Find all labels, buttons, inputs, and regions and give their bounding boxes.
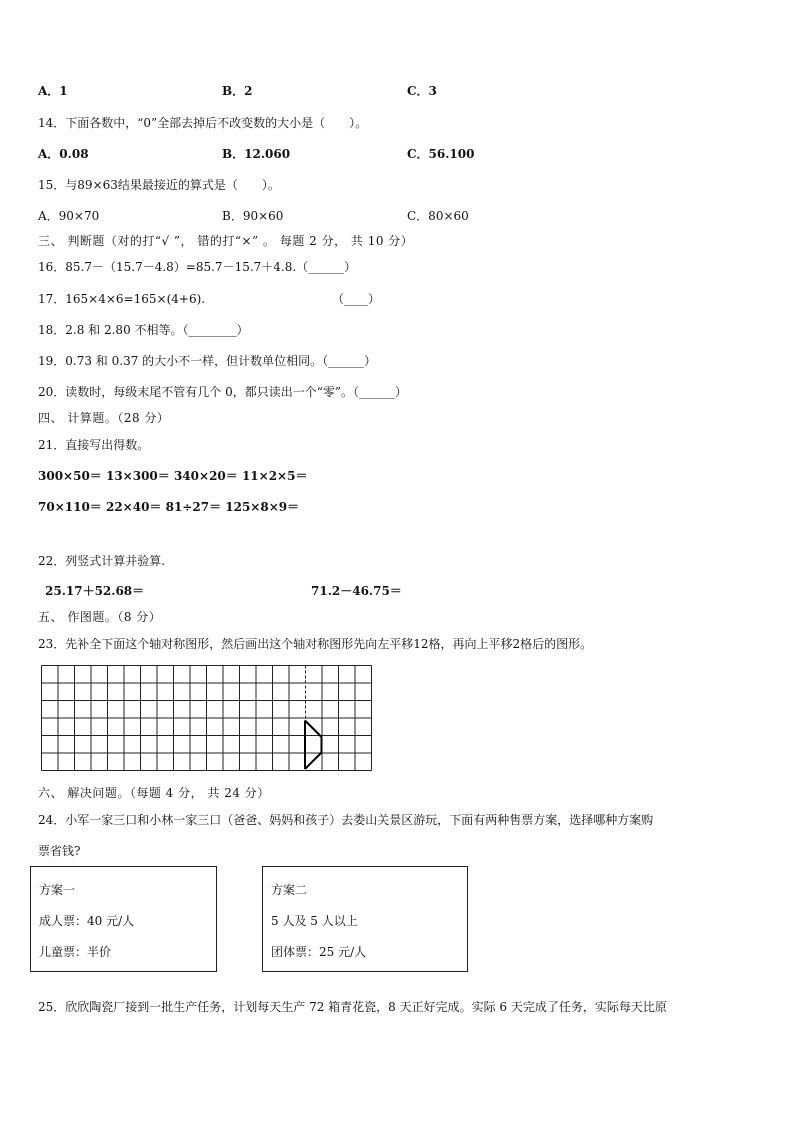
q21-row-1: 300×50＝ 13×300＝ 340×20＝ 11×2×5＝ — [38, 469, 308, 483]
q15-question: 15．与89×63结果最接近的算式是（ ）。 — [38, 178, 280, 192]
q17: 17．165×4×6=165×(4+6). — [38, 292, 206, 306]
q21: 21．直接写出得数。 — [38, 438, 150, 452]
q23: 23．先补全下面这个轴对称图形，然后画出这个轴对称图形先向左平移12格，再向上平移2格后的图形。 — [38, 637, 593, 651]
q22-expression-a: 25.17＋52.68＝ — [45, 584, 145, 598]
q14-option-c: C．56.100 — [407, 147, 475, 161]
q23-grid — [41, 665, 381, 777]
q18: 18．2.8 和 2.80 不相等。（________） — [38, 323, 249, 337]
q22-expression-b: 71.2－46.75＝ — [311, 584, 402, 598]
section-5-heading: 五、 作图题。（8 分） — [38, 610, 162, 624]
q15-option-a: A．90×70 — [38, 209, 100, 223]
plan-2-condition: 5 人及 5 人以上 — [271, 914, 358, 928]
q14-option-a: A．0.08 — [38, 147, 89, 161]
partial-symmetric-shape — [305, 721, 322, 770]
plan-1-adult-price: 成人票：40 元/人 — [39, 914, 135, 928]
plan-2-box — [262, 866, 468, 972]
q25: 25．欣欣陶瓷厂接到一批生产任务，计划每天生产 72 箱青花瓷，8 天正好完成。实际 6 天完成了任务，实际每天比原 — [38, 1000, 667, 1014]
q15-option-b: B．90×60 — [222, 209, 284, 223]
q16: 16．85.7－（15.7－4.8）=85.7－15.7＋4.8.（______） — [38, 260, 357, 274]
q13-option-b: B．2 — [222, 84, 253, 98]
q21-row-2: 70×110＝ 22×40＝ 81÷27＝ 125×8×9＝ — [38, 500, 300, 514]
q17-answer-blank[interactable]: （____） — [332, 292, 381, 306]
plan-1-box — [30, 866, 217, 972]
plan-2-group-price: 团体票：25 元/人 — [271, 945, 367, 959]
q14-question: 14．下面各数中，“0”全部去掉后不改变数的大小是（ ）。 — [38, 116, 368, 130]
q15-option-c: C．80×60 — [407, 209, 469, 223]
q14-option-b: B．12.060 — [222, 147, 291, 161]
section-6-heading: 六、 解决问题。（每题 4 分， 共 24 分） — [38, 786, 270, 800]
section-4-heading: 四、 计算题。（28 分） — [38, 411, 170, 425]
plan-1-title: 方案一 — [39, 883, 76, 897]
q13-option-c: C．3 — [407, 84, 437, 98]
q13-option-a: A．1 — [38, 84, 68, 98]
q22: 22．列竖式计算并验算. — [38, 554, 166, 568]
plan-2-title: 方案二 — [271, 883, 308, 897]
plan-1-child-price: 儿童票：半价 — [39, 945, 112, 959]
q24-line-1: 24．小军一家三口和小林一家三口（爸爸、妈妈和孩子）去娄山关景区游玩，下面有两种售票方案，选择哪种方案购 — [38, 813, 654, 827]
section-3-heading: 三、 判断题（对的打“√ ”， 错的打“×” 。 每题 2 分， 共 10 分） — [38, 234, 414, 248]
q24-line-2: 票省钱? — [38, 844, 81, 858]
q19: 19．0.73 和 0.37 的大小不一样，但计数单位相同。（______） — [38, 354, 377, 368]
q20: 20．读数时，每级末尾不管有几个 0，都只读出一个“零”。（______） — [38, 385, 407, 399]
